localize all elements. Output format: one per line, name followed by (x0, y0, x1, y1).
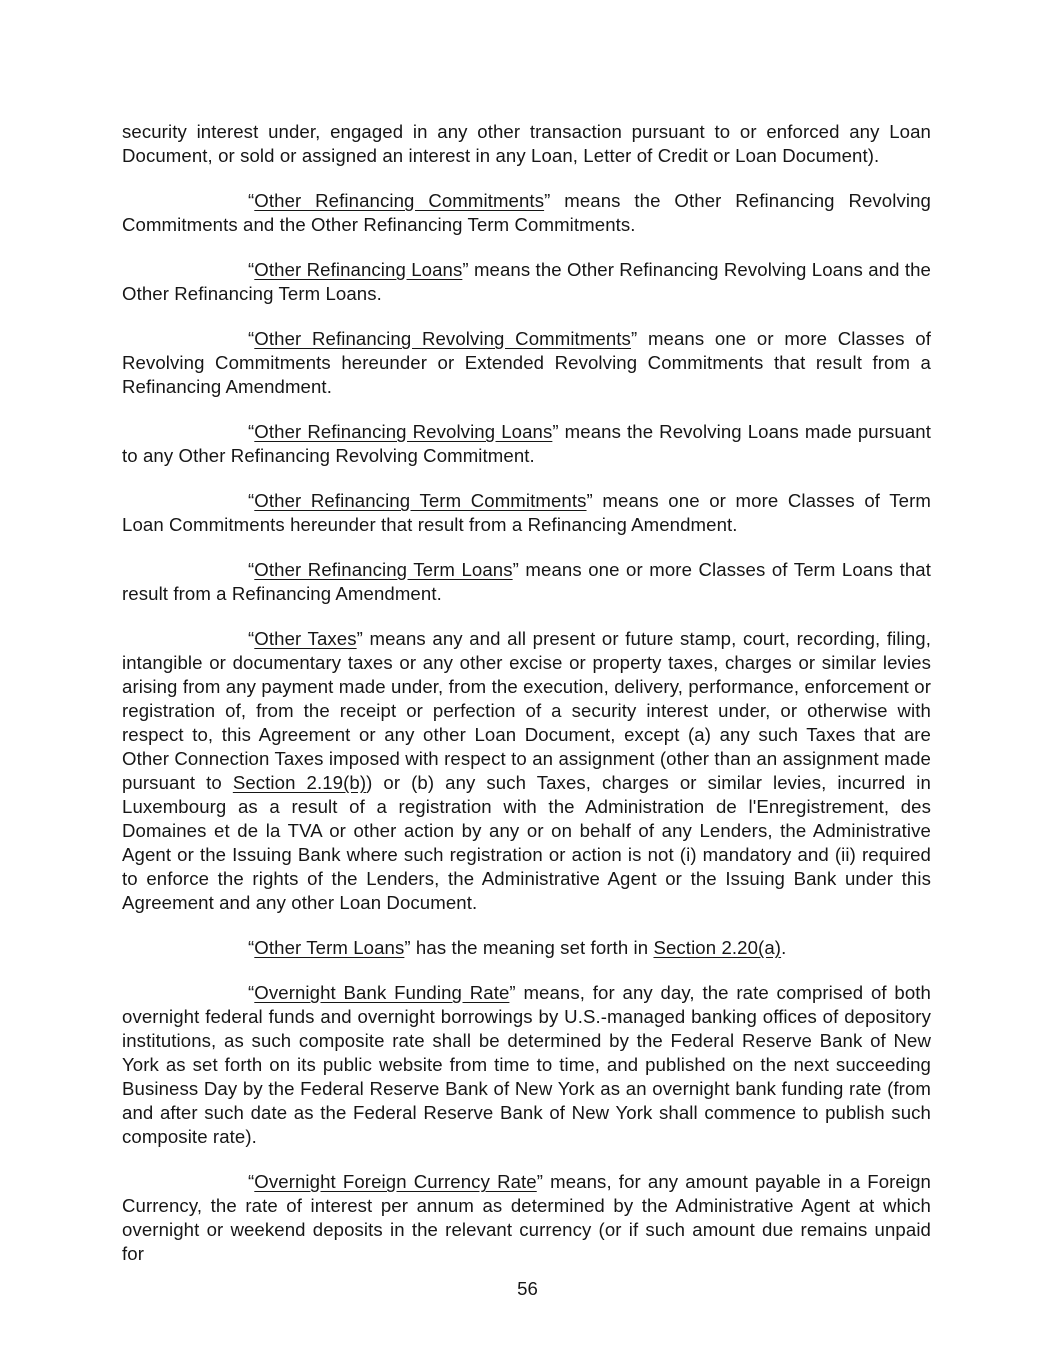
defined-term: Section 2.20(a) (653, 937, 782, 958)
para-other-refinancing-loans (122, 258, 931, 306)
paragraph-text: “ (248, 490, 255, 511)
paragraph-text: ” means the Other Refinancing Revolving Commitments and the Other Refinancing Term Commitments. (122, 190, 931, 235)
page-number: 56 (517, 1278, 538, 1299)
paragraph-text: ” means one or more Classes of Term Loan Commitments hereunder that result from a Refinancing Amendment. (122, 490, 931, 535)
paragraph-text: . (781, 937, 787, 958)
paragraph-text: “ (248, 937, 255, 958)
defined-term: Other Refinancing Term Commitments (254, 490, 587, 511)
defined-term: Other Refinancing Commitments (254, 190, 545, 211)
paragraph-text: ) or (b) any such Taxes, charges or similar levies, incurred in Luxembourg as a result of a registration with the Administration de l'Enregistrement, des Domaines et de la TVA or other action by any or on behalf of any Lenders, the Administrative Agent or the Issuing Bank where such registration or action is not (i) mandatory and (ii) required to enforce the rights of the Lenders, the Administrative Agent or the Issuing Bank under this Agreement and any other Loan Document. (122, 772, 931, 913)
defined-term: Section 2.19(b) (232, 772, 367, 793)
para-other-refinancing-commitments (122, 189, 931, 237)
paragraph-text: ” has the meaning set forth in (404, 937, 654, 958)
paragraph-text: ” means one or more Classes of Term Loans that result from a Refinancing Amendment. (122, 559, 931, 604)
paragraph-text: ” means, for any day, the rate comprised of both overnight federal funds and overnight borrowings by U.S.-managed banking offices of depository institutions, as such composite rate shall be determined by the Federal Reserve Bank of New York as set forth on its public website from time to time, and published on the next succeeding Business Day by the Federal Reserve Bank of New York as an overnight bank funding rate (from and after such date as the Federal Reserve Bank of New York shall commence to publish such composite rate). (122, 982, 931, 1147)
paragraph-text: “ (248, 190, 255, 211)
defined-term: Other Taxes (254, 628, 357, 649)
para-continuation-from-previous-page (122, 120, 931, 168)
defined-term: Other Refinancing Revolving Commitments (254, 328, 631, 349)
paragraph-text: ” means one or more Classes of Revolving Commitments hereunder or Extended Revolving Commitments that result from a Refinancing Amendment. (122, 328, 931, 397)
paragraph-text: “ (248, 421, 255, 442)
defined-term: Overnight Bank Funding Rate (254, 982, 510, 1003)
defined-term: Other Refinancing Revolving Loans (254, 421, 553, 442)
paragraph-text: “ (248, 559, 255, 580)
para-other-refinancing-term-commitments (122, 489, 931, 537)
para-other-refinancing-revolving-loans (122, 420, 931, 468)
paragraph-text: ” means any and all present or future stamp, court, recording, filing, intangible or documentary taxes or any other excise or property taxes, charges or similar levies arising from any payment made under, from the execution, delivery, performance, enforcement or registration of, from the receipt or perfection of a security interest under, or otherwise with respect to, this Agreement or any other Loan Document, except (a) any such Taxes that are Other Connection Taxes imposed with respect to an assignment (other than an assignment made pursuant to (122, 628, 931, 793)
para-overnight-bank-funding-rate (122, 981, 931, 1149)
para-other-term-loans (122, 936, 931, 960)
para-other-refinancing-term-loans (122, 558, 931, 606)
paragraph-text: “ (248, 628, 255, 649)
document-body (122, 120, 931, 1287)
paragraph-text: “ (248, 982, 255, 1003)
paragraph-text: ” means the Revolving Loans made pursuant to any Other Refinancing Revolving Commitment. (122, 421, 931, 466)
paragraph-text: ” means, for any amount payable in a Foreign Currency, the rate of interest per annum as determined by the Administrative Agent at which overnight or weekend deposits in the relevant currency (or if such amount due remains unpaid for (122, 1171, 931, 1264)
defined-term: Other Refinancing Loans (254, 259, 463, 280)
paragraph-text: “ (248, 1171, 255, 1192)
para-overnight-foreign-currency-rate (122, 1170, 931, 1266)
para-other-taxes (122, 627, 931, 915)
paragraph-text: “ (248, 328, 255, 349)
paragraph-text: ” means the Other Refinancing Revolving Loans and the Other Refinancing Term Loans. (122, 259, 931, 304)
defined-term: Overnight Foreign Currency Rate (254, 1171, 537, 1192)
para-other-refinancing-revolving-commitments (122, 327, 931, 399)
paragraph-text: “ (248, 259, 255, 280)
paragraph-text: security interest under, engaged in any other transaction pursuant to or enforced any Loan Document, or sold or assigned an interest in any Loan, Letter of Credit or Loan Document). (122, 121, 931, 166)
defined-term: Other Refinancing Term Loans (254, 559, 513, 580)
defined-term: Other Term Loans (254, 937, 405, 958)
